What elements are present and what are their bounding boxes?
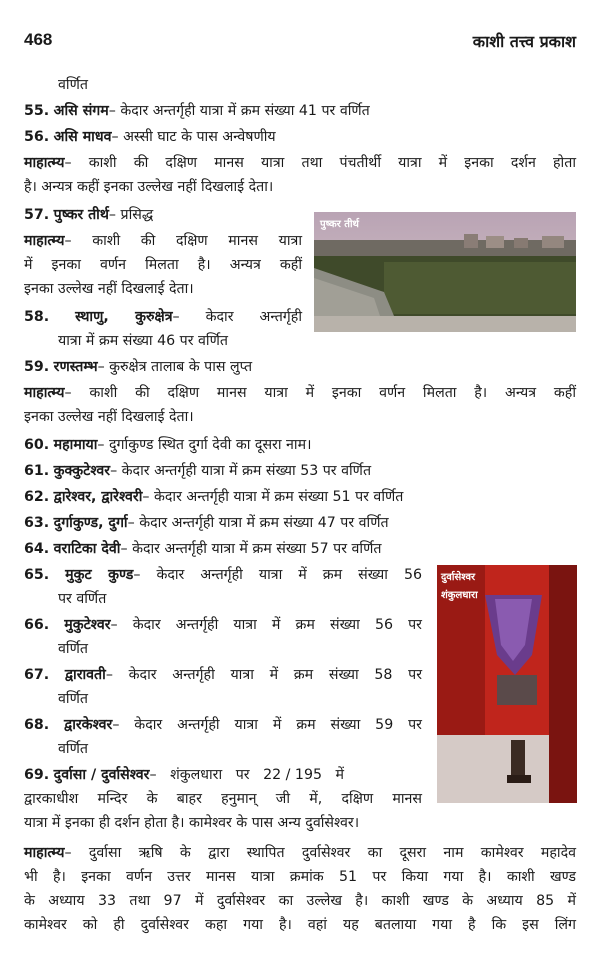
entry-62: 62. द्वारेश्वर, द्वारेश्वरी– केदार अन्तर्गृही यात्रा में क्रम संख्या 51 पर वर्णित [24, 489, 404, 505]
entry-69: 69. दुर्वासा / दुर्वासेश्वर– शंकुलधारा पर 22 / 195 में [24, 767, 345, 783]
text-line: कामेश्वर को ही दुर्वासेश्वर कहा गया है। वहां यह बतलाया गया है कि इस लिंग [24, 917, 576, 933]
page-header [24, 30, 576, 54]
mahatmya-line: माहात्म्य– काशी की दक्षिण मानस यात्रा तथा पंचतीर्थी यात्रा में इनका दर्शन होता [24, 155, 576, 171]
entry-66: 66. मुकुटेश्वर– केदार अन्तर्गृही यात्रा में क्रम संख्या 56 पर [24, 617, 422, 633]
durvaseshwar-caption: दुर्वासेश्वर [441, 572, 476, 583]
entry-56: 56. असि माधव– अस्सी घाट के पास अन्वेषणीय [24, 129, 276, 145]
entry-63: 63. दुर्गाकुण्ड, दुर्गा– केदार अन्तर्गृही यात्रा में क्रम संख्या 47 पर वर्णित [24, 515, 389, 531]
text-line: यात्रा में इनका ही दर्शन होता है। कामेश्वर के पास अन्य दुर्वासेश्वर। [24, 815, 360, 831]
text-line: इनका उल्लेख नहीं दिखलाई देता। [24, 281, 194, 297]
text-line: द्वारकाधीश मन्दिर के बाहर हनुमान् जी में, दक्षिण मानस [24, 791, 422, 807]
mahatmya-line: माहात्म्य– काशी की दक्षिण मानस यात्रा [24, 233, 302, 249]
text-line: के अध्याय 33 तथा 97 में दुर्वासेश्वर का उल्लेख है। काशी खण्ड के अध्याय 85 में [24, 893, 576, 909]
text-line: है। अन्यत्र कहीं इनका उल्लेख नहीं दिखलाई देता। [24, 179, 274, 195]
entry-55: 55. असि संगम– केदार अन्तर्गृही यात्रा में क्रम संख्या 41 पर वर्णित [24, 103, 370, 119]
entry-58: 58. स्थाणु, कुरुक्षेत्र– केदार अन्तर्गृही [24, 309, 302, 325]
book-title: काशी तत्त्व प्रकाश [472, 32, 576, 51]
entry-57: 57. पुष्कर तीर्थ– प्रसिद्ध [24, 207, 154, 223]
pushkar-tirth-photo [314, 212, 576, 332]
text-line: वर्णित [58, 741, 88, 757]
durvaseshwar-subcaption: शंकुलधारा [441, 590, 478, 601]
entry-68: 68. द्वारकेश्वर– केदार अन्तर्गृही यात्रा में क्रम संख्या 59 पर [24, 717, 422, 733]
pushkar-photo-graphic [314, 212, 576, 332]
page-number: 468 [24, 30, 53, 49]
entry-64: 64. वराटिका देवी– केदार अन्तर्गृही यात्रा में क्रम संख्या 57 पर वर्णित [24, 541, 382, 557]
text-line: यात्रा में क्रम संख्या 46 पर वर्णित [58, 333, 228, 349]
entry-60: 60. महामाया– दुर्गाकुण्ड स्थित दुर्गा देवी का दूसरा नाम। [24, 437, 312, 453]
mahatmya-line: माहात्म्य– काशी की दक्षिण मानस यात्रा में इनका वर्णन मिलता है। अन्यत्र कहीं [24, 385, 576, 401]
text-line: में इनका वर्णन मिलता है। अन्यत्र कहीं [24, 257, 302, 273]
entry-59: 59. रणस्तम्भ– कुरुक्षेत्र तालाब के पास लुप्त [24, 359, 253, 375]
entry-65: 65. मुकुट कुण्ड– केदार अन्तर्गृही यात्रा में क्रम संख्या 56 [24, 567, 423, 583]
text-line: इनका उल्लेख नहीं दिखलाई देता। [24, 409, 194, 425]
durvaseshwar-photo [437, 565, 577, 803]
entry-67: 67. द्वारावती– केदार अन्तर्गृही यात्रा में क्रम संख्या 58 पर [24, 667, 422, 683]
text-line: वर्णित [58, 691, 88, 707]
mahatmya-line: माहात्म्य– दुर्वासा ऋषि के द्वारा स्थापित दुर्वासेश्वर का दूसरा नाम कामेश्वर महादेव [24, 845, 576, 861]
text-line: वर्णित [58, 641, 88, 657]
pushkar-photo-caption: पुष्कर तीर्थ [320, 219, 359, 230]
entry-61: 61. कुक्कुटेश्वर– केदार अन्तर्गृही यात्रा में क्रम संख्या 53 पर वर्णित [24, 463, 372, 479]
text-line: वर्णित [58, 77, 88, 93]
text-line: पर वर्णित [58, 591, 107, 607]
text-line: भी है। इनका वर्णन उत्तर मानस यात्रा क्रमांक 51 पर किया गया है। काशी खण्ड [24, 869, 576, 885]
